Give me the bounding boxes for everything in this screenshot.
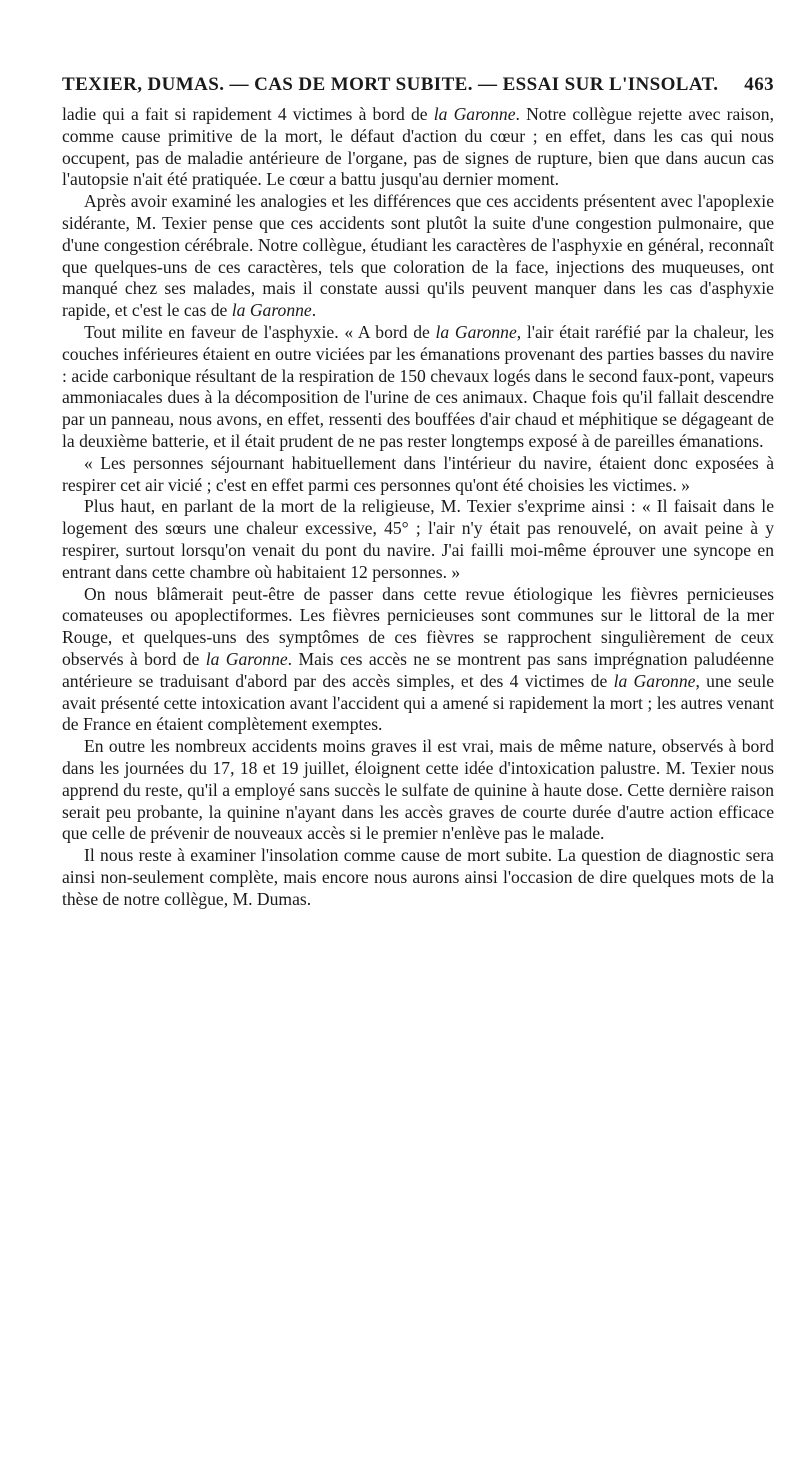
paragraph xyxy=(62,496,774,583)
paragraph xyxy=(62,322,774,453)
text-segment: En outre les nombreux accidents moins graves il est vrai, mais de même nature, observés à bord dans les journées du 17, 18 et 19 juillet, éloignent cette idée d'intoxication palustre. M. Texier nous apprend du reste, qu'il a employé sans succès le sulfate de quinine à haute dose. Cette dernière raison serait peu probante, la quinine n'ayant dans les accès graves de courte durée d'autre action efficace que celle de prévenir de nouveaux accès si le premier n'enlève pas le malade. xyxy=(62,736,774,844)
running-header xyxy=(62,70,774,100)
italic-text: la Garonne xyxy=(435,321,517,342)
text-segment: . Mais ces accès ne se montrent pas sans imprégnation paludéenne antérieure se traduisant d'abord par des accès simples, et des 4 victimes de xyxy=(62,648,774,691)
text-segment: « Les personnes séjournant habituellement dans l'intérieur du navire, étaient donc exposées à respirer cet air vicié ; c'est en effet parmi ces personnes qu'ont été choisies les victimes. » xyxy=(62,452,774,495)
text-segment: . xyxy=(311,300,317,321)
paragraph xyxy=(62,845,774,910)
italic-text: la Garonne xyxy=(613,670,696,691)
italic-text: la Garonne xyxy=(205,648,288,669)
text-segment: Après avoir examiné les analogies et les différences que ces accidents présentent avec l'apoplexie sidérante, M. Texier pense que ces accidents sont plutôt la suite d'une congestion pulmonaire, que d'une congestion cérébrale. Notre collègue, étudiant les caractères de l'asphyxie en général, reconnaît que quelques-uns de ces caractères, tels que coloration de la face, injections des muqueuses, ont manqué chez ses malades, mais il constate aussi qu'ils peuvent manquer dans les cas d'asphyxie rapide, et c'est le cas de xyxy=(62,191,774,321)
text-segment: , une seule avait présenté cette intoxication avant l'accident qui a amené si rapidement la mort ; les autres venant de France en étaient complètement exemptes. xyxy=(62,670,775,735)
text-segment: , l'air était raréfié par la chaleur, les couches inférieures étaient en outre viciées par les émanations provenant des parties basses du navire : acide carbonique résultant de la respiration de 150 chevaux logés dans le second faux-pont, vapeurs ammoniacales dues à la décomposition de l'urine de ces animaux. Chaque fois qu'il fallait descendre par un panneau, nous avons, en effet, ressenti des bouffées d'air chaud et méphitique se dégageant de la deuxième batterie, et il était prudent de ne pas rester longtemps exposé à de pareilles émanations. xyxy=(62,321,774,451)
text-segment: ladie qui a fait si rapidement 4 victimes à bord de xyxy=(62,104,434,124)
text-segment: . Notre collègue rejette avec raison, comme cause primitive de la mort, le défaut d'action du cœur ; en effet, dans les cas qui nous occupent, pas de maladie antérieure de l'organe, pas de signes de rupture, bien que dans aucun cas l'autopsie n'ait été pratiquée. Le cœur a battu jusqu'au dernier moment. xyxy=(62,104,774,190)
text-segment: Tout milite en faveur de l'asphyxie. « A bord de xyxy=(84,321,436,342)
text-segment: Plus haut, en parlant de la mort de la religieuse, M. Texier s'exprime ainsi : « Il faisait dans le logement des sœurs une chaleur excessive, 45° ; l'air n'y était pas renouvelé, on avait peine à y respirer, surtout lorsqu'on venait du pont du navire. J'ai failli moi-même éprouver une syncope en entrant dans cette chambre où habitaient 12 personnes. » xyxy=(62,496,774,582)
paragraph xyxy=(62,584,774,737)
book-page xyxy=(62,70,774,910)
page-number: 463 xyxy=(744,74,774,95)
paragraph xyxy=(62,453,774,497)
italic-text: la Garonne xyxy=(433,104,516,124)
paragraph xyxy=(62,736,774,845)
text-segment: Il nous reste à examiner l'insolation comme cause de mort subite. La question de diagnostic sera ainsi non-seulement complète, mais encore nous aurons ainsi l'occasion de dire quelques mots de la thèse de notre collègue, M. Dumas. xyxy=(62,845,774,909)
text-segment: On nous blâmerait peut-être de passer dans cette revue étiologique les fièvres pernicieuses comateuses ou apoplectiformes. Les fièvres pernicieuses sont communes sur le littoral de la mer Rouge, et quelques-uns des symptômes de ces fièvres se rapprochent singulièrement de ceux observés à bord de xyxy=(62,583,774,669)
body-text xyxy=(62,104,774,910)
paragraph xyxy=(62,104,774,191)
paragraph xyxy=(62,191,774,322)
italic-text: la Garonne xyxy=(231,300,312,321)
running-title: TEXIER, DUMAS. — CAS DE MORT SUBITE. — ESSAI SUR L'INSOLAT. xyxy=(62,74,719,95)
